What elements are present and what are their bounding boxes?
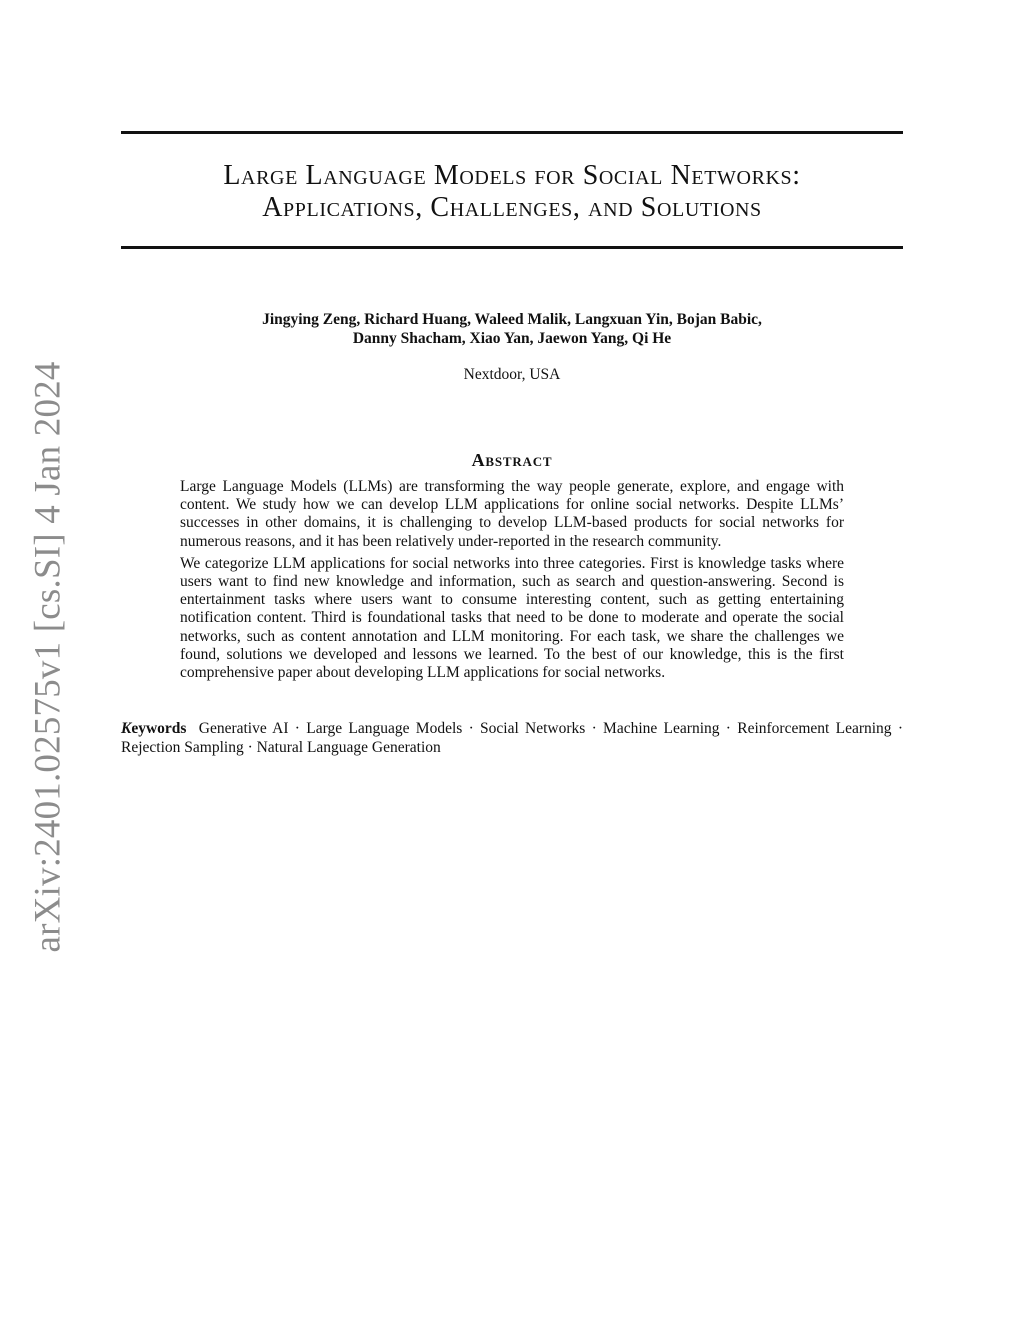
title-bottom-rule — [121, 246, 903, 249]
keywords-section — [121, 719, 903, 757]
author-list — [121, 310, 903, 348]
author-line-1: Jingying Zeng, Richard Huang, Waleed Malik, Langxuan Yin, Bojan Babic, — [262, 311, 762, 328]
abstract-paragraph-1: Large Language Models (LLMs) are transforming the way people generate, explore, and engage with content. We study how we can develop LLM applications for online social networks. Despite LLMs’ successes in other domains, it is challenging to develop LLM-based products for social networks for numerous reasons, and it has been relatively under-reported in the research community. — [180, 478, 844, 550]
title-top-rule — [121, 131, 903, 134]
arxiv-identifier-stamp: arXiv:2401.02575v1 [cs.SI] 4 Jan 2024 — [27, 361, 69, 953]
keywords-label-initial: K — [121, 720, 132, 737]
abstract-heading: Abstract — [471, 450, 553, 470]
keywords-label-rest: eywords — [131, 720, 187, 737]
keywords-label — [121, 720, 186, 737]
keywords-text: Generative AI · Large Language Models · Social Networks · Machine Learning · Reinforcement Learning · Rejection Sampling · Natural Language Generation — [121, 720, 903, 756]
author-line-2: Danny Shacham, Xiao Yan, Jaewon Yang, Qi He — [352, 330, 672, 347]
affiliation: Nextdoor, USA — [463, 366, 561, 383]
paper-title-line-2: Applications, Challenges, and Solutions — [262, 192, 762, 223]
paper-title-line-1: Large Language Models for Social Networks: — [223, 160, 801, 191]
abstract-body — [180, 478, 844, 686]
paper-title — [121, 160, 903, 224]
abstract-paragraph-2: We categorize LLM applications for social networks into three categories. First is knowledge tasks where users want to find new knowledge and information, such as search and question-answering. Second is entertainment tasks where users want to consume interesting content, such as getting entertaining notification content. Third is foundational tasks that need to be done to moderate and operate the social networks, such as content annotation and LLM monitoring. For each task, we share the challenges we found, solutions we developed and lessons we learned. To the best of our knowledge, this is the first comprehensive paper about developing LLM applications for social networks. — [180, 554, 844, 682]
